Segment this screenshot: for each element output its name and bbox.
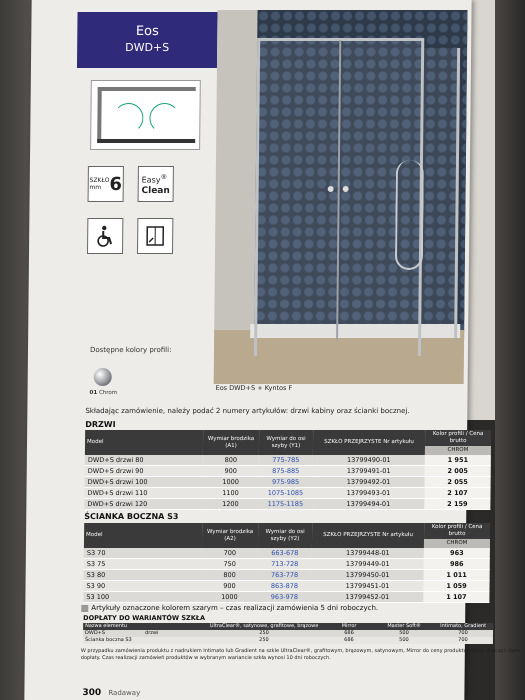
doors-header-y1: Wymiar do osi szyby (Y1) — [259, 430, 313, 455]
surcharge-sub: drzwi — [145, 630, 159, 636]
desk-background-right — [495, 0, 525, 700]
page-number: 300 — [82, 688, 102, 698]
surcharge-mastersoft: 500 — [399, 630, 409, 636]
side-model: S3 100 — [83, 592, 201, 603]
side-a2: 750 — [202, 559, 258, 570]
door-schematic — [90, 80, 201, 150]
side-model: S3 75 — [84, 559, 202, 570]
glass-unit: mm — [89, 184, 102, 191]
doors-article: 13799492-01 — [313, 477, 425, 488]
doors-a1: 1200 — [202, 499, 258, 510]
schematic-wall-top — [98, 87, 196, 91]
page-footer — [82, 688, 140, 698]
side-y2: 663-678 — [258, 548, 312, 559]
catalog-page — [24, 0, 520, 700]
doors-article: 13799493-01 — [312, 488, 424, 499]
side-y2: 863-878 — [257, 581, 311, 592]
photo-floor — [214, 330, 465, 384]
doors-price: 2 159 — [424, 499, 490, 510]
grey-items-note-text: Artykuły oznaczone kolorem szarym – czas realizacji zamówienia 5 dni roboczych. — [91, 604, 379, 612]
table-row — [84, 559, 490, 570]
doors-table — [84, 430, 491, 510]
table-row — [83, 592, 489, 603]
surcharges-table — [83, 623, 493, 644]
table-row — [84, 499, 490, 510]
side-y2: 963-978 — [257, 592, 311, 603]
photo-caption: Eos DWD+S + Kyntos F — [215, 384, 293, 392]
surcharge-name: DWD+S — [85, 630, 106, 636]
side-model: S3 70 — [84, 548, 202, 559]
doors-a1: 900 — [203, 466, 259, 477]
side-article: 13799450-01 — [312, 570, 424, 581]
side-a2: 900 — [201, 581, 257, 592]
doors-article: 13799494-01 — [312, 499, 424, 510]
chrome-swatch — [94, 368, 112, 386]
registered-mark: ® — [160, 173, 168, 182]
easy-clean-line2: Clean — [141, 185, 170, 196]
chrome-swatch-label — [90, 390, 118, 396]
table-row — [85, 466, 491, 477]
surcharge-name: Ścianka boczna S3 — [84, 637, 132, 643]
side-header-a2: Wymiar brodzika (A2) — [202, 523, 258, 548]
doors-model: DWD+S drzwi 90 — [85, 466, 203, 477]
side-header-y2: Wymiar do osi szyby (Y2) — [258, 523, 312, 548]
doors-header-a1: Wymiar brodzika (A1) — [203, 430, 259, 455]
doors-y1: 975-985 — [259, 477, 313, 488]
doors-header-color: Kolor profili / Cena brutto — [425, 430, 491, 446]
side-y2: 763-778 — [258, 570, 312, 581]
order-instruction: Składając zamówienie, należy podać 2 numery artykułów: drzwi kabiny oraz ścianki bocznej. — [85, 407, 410, 415]
doors-model: DWD+S drzwi 80 — [85, 455, 203, 466]
side-article: 13799452-01 — [311, 592, 423, 603]
page-section: Radaway — [108, 689, 141, 697]
table-row — [83, 623, 493, 630]
table-row — [84, 548, 490, 559]
photo-door-knob-right — [343, 186, 349, 192]
product-name: Eos — [135, 24, 159, 39]
doors-header-chrome: CHROM — [425, 446, 491, 455]
surcharge-header-ultraclear: UltraClear®, satynowe, grafitowe, brązowe — [209, 623, 319, 629]
doors-a1: 1000 — [203, 477, 259, 488]
side-panel-table — [83, 523, 490, 603]
surcharge-sub — [145, 637, 205, 644]
doors-y1: 875-885 — [259, 466, 313, 477]
chrome-code: 01 — [89, 390, 98, 396]
side-a2: 800 — [202, 570, 258, 581]
doors-price: 2 107 — [424, 488, 490, 499]
doors-y1: 1075-1085 — [258, 488, 312, 499]
door-swing-arc-left — [113, 103, 143, 133]
surcharge-header-blank — [145, 623, 205, 630]
schematic-wall-left — [97, 87, 102, 143]
surcharge-mastersoft: 500 — [399, 637, 409, 643]
doors-a1: 800 — [203, 455, 259, 466]
chrome-name: Chrom — [98, 390, 118, 396]
easy-clean-icon — [138, 166, 174, 202]
side-a2: 700 — [202, 548, 258, 559]
surcharge-mirror: 686 — [344, 630, 354, 636]
doors-section-title: DRZWI — [85, 420, 116, 429]
side-model: S3 80 — [84, 570, 202, 581]
grey-legend-swatch — [81, 605, 88, 612]
surcharges-footnote: W przypadku zamówienia produktu z nadrukiem Intimato lub Gradient na szkle UltraClear®, grafitowym, brązowym, satynowym, Mirror do ceny produktu należy doliczyć dwie dopłaty. Czas realizacji zamówień produktów w wybranym wariancie szkła wynosi 10 dni roboczych. — [80, 648, 520, 661]
glass-thickness-icon — [88, 166, 124, 202]
surcharge-mirror: 686 — [344, 637, 354, 643]
glass-value: 6 — [109, 173, 123, 195]
doors-y1: 775-785 — [259, 455, 313, 466]
doors-article: 13799490-01 — [313, 455, 425, 466]
glass-label: SZKŁO — [89, 177, 110, 184]
doors-header-article: SZKŁO PRZEJRZYSTE Nr artykułu — [313, 430, 425, 455]
table-row — [83, 637, 493, 644]
table-row — [83, 581, 489, 592]
accessibility-icon — [87, 218, 123, 254]
surcharge-header-intimato: Intimato, Gradient — [440, 623, 487, 629]
surcharge-header-name: Nazwa elementu — [85, 623, 128, 629]
doors-price: 1 951 — [425, 455, 491, 466]
doors-header-model: Model — [85, 430, 203, 455]
easy-clean-line1: Easy — [141, 175, 161, 185]
surcharge-ultraclear: 250 — [259, 637, 269, 643]
side-a2: 1000 — [201, 592, 257, 603]
product-photo — [214, 10, 468, 384]
doors-a1: 1100 — [202, 488, 258, 499]
side-model: S3 90 — [83, 581, 201, 592]
side-price: 1 107 — [423, 592, 489, 603]
photo-door-knob-left — [328, 186, 334, 192]
doors-model: DWD+S drzwi 120 — [84, 499, 202, 510]
table-row — [84, 488, 490, 499]
photo-shower-hose — [395, 160, 424, 270]
product-model: DWD+S — [125, 41, 170, 54]
side-header-article: SZKŁO PRZEJRZYSTE Nr artykułu — [312, 523, 424, 548]
table-row — [85, 477, 491, 488]
side-price: 986 — [424, 559, 490, 570]
table-row — [83, 630, 493, 637]
side-price: 1 059 — [423, 581, 489, 592]
table-row — [84, 570, 490, 581]
side-price: 963 — [424, 548, 490, 559]
doors-price: 2 005 — [425, 466, 491, 477]
available-colors-label: Dostępne kolory profili: — [89, 346, 172, 354]
doors-price: 2 055 — [425, 477, 491, 488]
door-frame-icon — [137, 218, 173, 254]
side-article: 13799451-01 — [311, 581, 423, 592]
surcharge-header-mirror: Mirror — [341, 623, 357, 629]
side-price: 1 011 — [424, 570, 490, 581]
surcharges-title: DOPŁATY DO WARIANTÓW SZKŁA — [83, 614, 206, 622]
table-row — [85, 455, 491, 466]
surcharge-intimato: 700 — [458, 637, 468, 643]
side-article: 13799448-01 — [312, 548, 424, 559]
doors-y1: 1175-1185 — [258, 499, 312, 510]
side-panel-section-title: ŚCIANKA BOCZNA S3 — [84, 512, 179, 521]
product-title-box — [77, 12, 218, 68]
side-y2: 713-728 — [258, 559, 312, 570]
side-article: 13799449-01 — [312, 559, 424, 570]
photo-side-panel — [421, 48, 460, 338]
surcharge-ultraclear: 250 — [259, 630, 269, 636]
doors-article: 13799491-01 — [313, 466, 425, 477]
side-header-model: Model — [84, 523, 202, 548]
side-header-color: Kolor profili / Cena brutto — [424, 523, 490, 539]
surcharge-header-mastersoft: Master Soft® — [387, 623, 421, 629]
schematic-floor — [97, 139, 195, 143]
door-swing-arc-right — [149, 103, 179, 133]
surcharge-intimato: 700 — [458, 630, 468, 636]
doors-model: DWD+S drzwi 110 — [84, 488, 202, 499]
side-header-chrome: CHROM — [424, 539, 490, 548]
grey-items-note — [81, 604, 378, 612]
doors-model: DWD+S drzwi 100 — [85, 477, 203, 488]
